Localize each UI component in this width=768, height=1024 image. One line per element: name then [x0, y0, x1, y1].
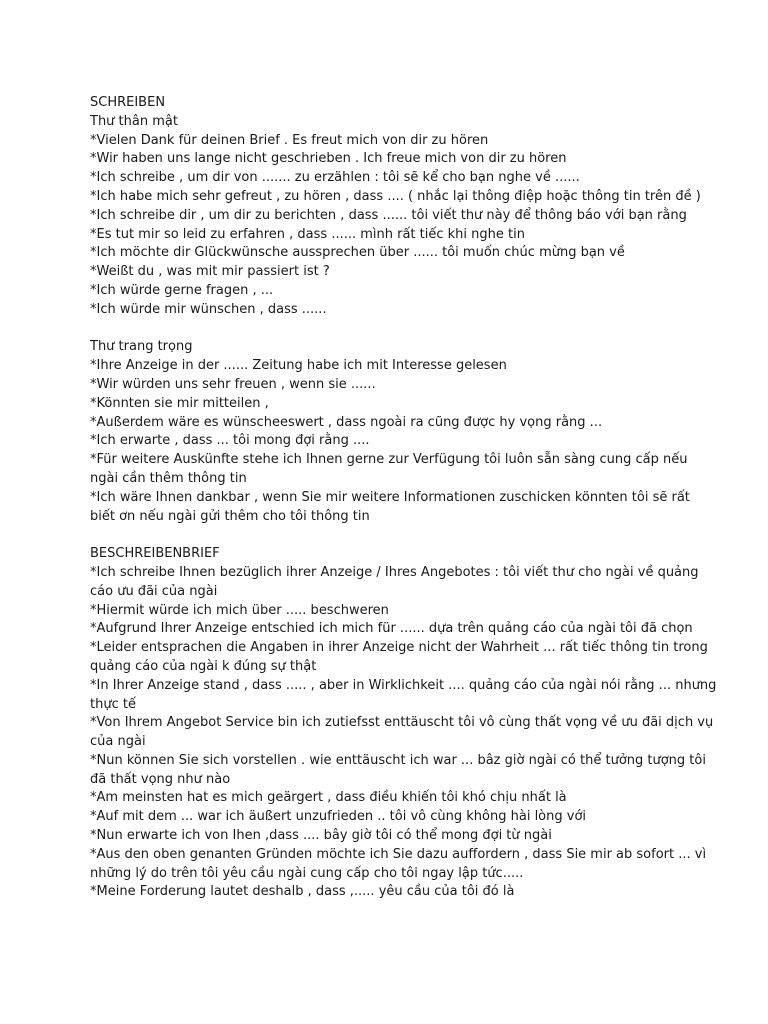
text-line: *Nun können Sie sich vorstellen . wie enttäuscht ich war ... bâz giờ ngài có thể tưởng tượng tôi: [90, 752, 706, 768]
text-line: *Weißt du , was mit mir passiert ist ?: [90, 264, 330, 280]
text-line: *Ich wäre Ihnen dankbar , wenn Sie mir weitere Informationen zuschicken könnten tôi sẽ rất: [90, 489, 690, 505]
text-line: *Hiermit würde ich mich über ..... beschweren: [90, 602, 389, 618]
section-beschreibenbrief: [90, 545, 730, 902]
text-line: *Ich würde gerne fragen , ...: [90, 282, 274, 298]
text-line: *Aus den oben genanten Gründen möchte ich Sie dazu auffordern , dass Sie mir ab sofort ... vì: [90, 846, 707, 862]
blank-line: [90, 320, 730, 339]
text-line: *Ich möchte dir Glückwünsche aussprechen über ...... tôi muốn chúc mừng bạn về: [90, 245, 625, 261]
text-line: *Nun erwarte ich von Ihen ,dass .... bây giờ tôi có thể mong đợi từ ngài: [90, 828, 552, 844]
text-line: *Es tut mir so leid zu erfahren , dass ...... mình rất tiếc khi nghe tin: [90, 226, 525, 242]
text-line: *In Ihrer Anzeige stand , dass ..... , aber in Wirklichkeit .... quảng cáo của ngài nói rằng ... nhưng: [90, 677, 717, 693]
text-line: *Ich würde mir wünschen , dass ......: [90, 301, 327, 317]
text-line: biết ơn nếu ngài gửi thêm cho tôi thông tin: [90, 508, 370, 524]
text-line: *Ich schreibe dir , um dir zu berichten , dass ...... tôi viết thư này để thông báo với bạn rằng: [90, 207, 687, 223]
text-line: ngài cần thêm thông tin: [90, 470, 247, 486]
text-line: *Ihre Anzeige in der ...... Zeitung habe ich mit Interesse gelesen: [90, 358, 507, 374]
text-line: *Ich schreibe Ihnen bezüglich ihrer Anzeige / Ihres Angebotes : tôi viết thư cho ngài về quảng: [90, 564, 699, 580]
text-line: *Auf mit dem ... war ich äußert unzufrieden .. tôi vô cùng không hài lòng với: [90, 809, 587, 825]
text-line: *Vielen Dank für deinen Brief . Es freut mich von dir zu hören: [90, 132, 489, 148]
text-line: cáo ưu đãi của ngài: [90, 583, 218, 599]
text-line: *Für weitere Auskünfte stehe ich Ihnen gerne zur Verfügung tôi luôn sẵn sàng cung cấp nếu: [90, 452, 688, 468]
section-heading: SCHREIBEN: [90, 95, 166, 110]
text-line: thực tế: [90, 696, 136, 712]
section-schreiben: [90, 94, 730, 320]
text-line: *Ich habe mich sehr gefreut , zu hören , dass .... ( nhắc lại thông điệp hoặc thông tin trên đề ): [90, 188, 701, 204]
text-line: *Von Ihrem Angebot Service bin ich zutiefsst enttäuscht tôi vô cùng thất vọng về ưu đãi dịch vụ: [90, 715, 714, 731]
text-line: của ngài: [90, 734, 146, 750]
blank-line: [90, 526, 730, 545]
text-line: Thư thân mật: [90, 113, 178, 129]
text-line: *Leider entsprachen die Angaben in ihrer Anzeige nicht der Wahrheit ... rất tiếc thông tin trong: [90, 640, 708, 656]
section-heading: BESCHREIBENBRIEF: [90, 546, 220, 562]
text-line: đã thất vọng như nào: [90, 771, 231, 787]
text-line: *Außerdem wäre es wünscheeswert , dass ngoài ra cũng được hy vọng rằng ...: [90, 414, 603, 430]
text-line: *Könnten sie mir mitteilen ,: [90, 395, 269, 411]
text-line: những lý do trên tôi yêu cầu ngài cung cấp cho tôi ngay lập tức.....: [90, 865, 524, 881]
text-line: *Meine Forderung lautet deshalb , dass ,..... yêu cầu của tôi đó là: [90, 884, 515, 900]
text-line: quảng cáo của ngài k đúng sự thật: [90, 658, 317, 674]
section-heading: Thư trang trọng: [90, 339, 193, 355]
text-line: *Am meinsten hat es mich geärgert , dass điều khiến tôi khó chịu nhất là: [90, 790, 567, 806]
text-line: *Wir haben uns lange nicht geschrieben . Ich freue mich von dir zu hören: [90, 151, 567, 167]
text-line: *Wir würden uns sehr freuen , wenn sie ......: [90, 376, 376, 392]
document-page: [90, 94, 730, 902]
section-thu-trang-trong: [90, 338, 730, 526]
text-line: *Ich schreibe , um dir von ....... zu erzählen : tôi sẽ kể cho bạn nghe về ......: [90, 170, 580, 186]
text-line: *Ich erwarte , dass ... tôi mong đợi rằng ....: [90, 433, 370, 449]
text-line: *Aufgrund Ihrer Anzeige entschied ich mich für ...... dựa trên quảng cáo của ngài tôi đã chọn: [90, 621, 693, 637]
